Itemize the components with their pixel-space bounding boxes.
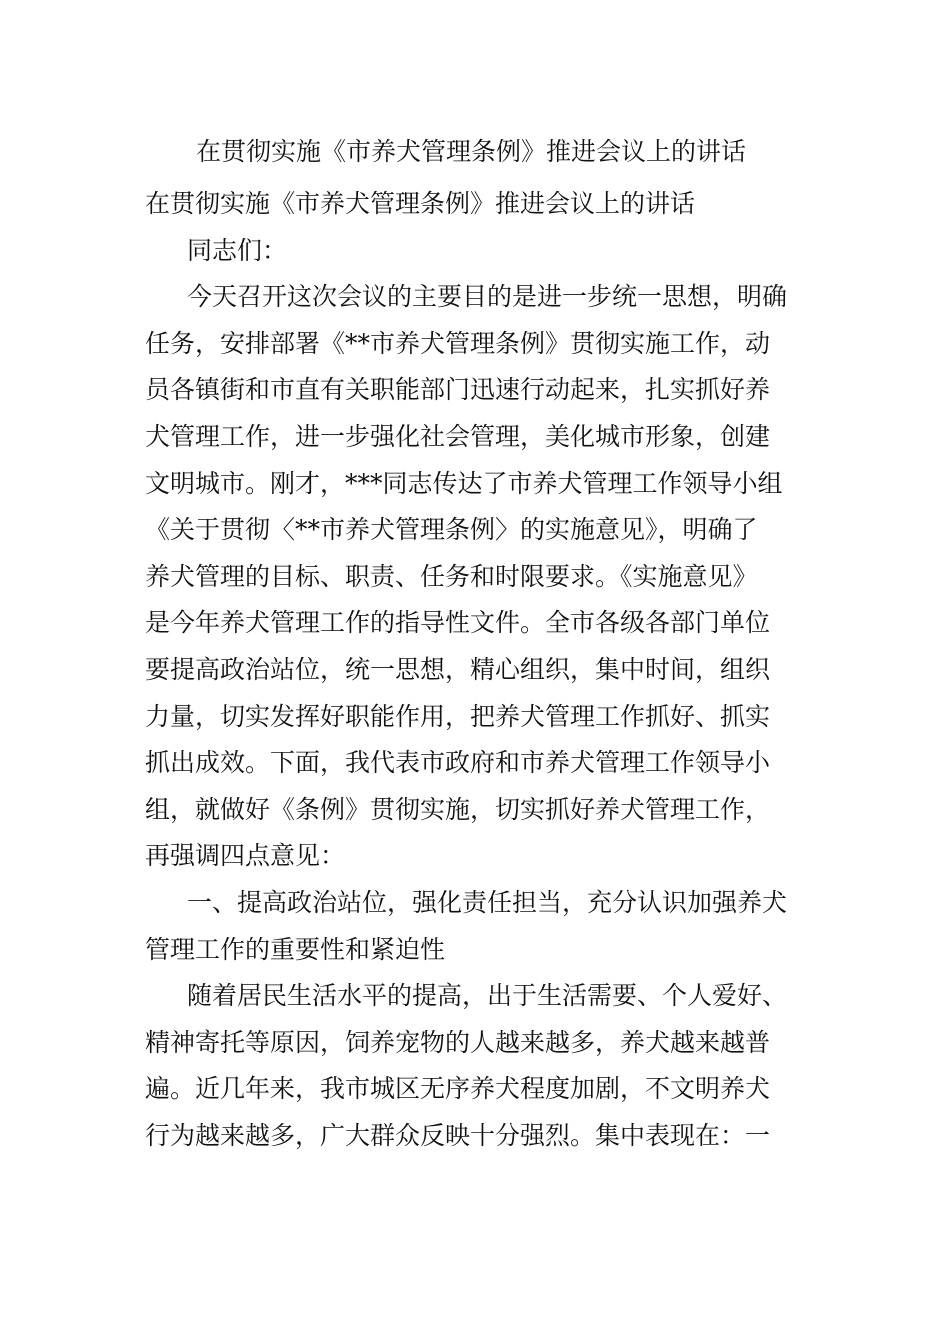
paragraph-line: 是今年养犬管理工作的指导性文件。全市各级各部门单位 <box>145 608 771 638</box>
section-heading-line: 一、提高政治站位，强化责任担当，充分认识加强养犬 <box>187 887 788 917</box>
document-body <box>145 181 810 1159</box>
subtitle-line: 在贯彻实施《市养犬管理条例》推进会议上的讲话 <box>145 189 696 218</box>
paragraph-line: 任务，安排部署《**市养犬管理条例》贯彻实施工作，动 <box>145 328 771 358</box>
paragraph-line: 随着居民生活水平的提高，出于生活需要、个人爱好、 <box>187 981 788 1011</box>
paragraph-line: 员各镇街和市直有关职能部门迅速行动起来，扎实抓好养 <box>145 375 771 405</box>
paragraph-line: 抓出成效。下面，我代表市政府和市养犬管理工作领导小 <box>145 748 771 778</box>
paragraph-line: 要提高政治站位，统一思想，精心组织，集中时间，组织 <box>145 654 771 684</box>
paragraph-line: 今天召开这次会议的主要目的是进一步统一思想，明确 <box>187 282 788 312</box>
paragraph-line: 犬管理工作，进一步强化社会管理，美化城市形象，创建 <box>145 421 771 451</box>
paragraph-line: 养犬管理的目标、职责、任务和时限要求。《实施意见》 <box>145 561 758 591</box>
paragraph-line: 文明城市。刚才，***同志传达了市养犬管理工作领导小组 <box>145 468 783 498</box>
section-heading-line: 管理工作的重要性和紧迫性 <box>145 934 446 964</box>
paragraph-line: 遍。近几年来，我市城区无序养犬程度加剧，不文明养犬 <box>145 1074 771 1104</box>
paragraph-line: 行为越来越多，广大群众反映十分强烈。集中表现在：一 <box>145 1120 771 1150</box>
paragraph-line: 力量，切实发挥好职能作用，把养犬管理工作抓好、抓实 <box>145 701 771 731</box>
paragraph-line: 精神寄托等原因，饲养宠物的人越来越多，养犬越来越普 <box>145 1027 771 1057</box>
paragraph-line: 《关于贯彻〈**市养犬管理条例〉的实施意见》，明确了 <box>145 515 758 545</box>
paragraph-line: 再强调四点意见： <box>145 841 346 871</box>
paragraph-line: 组，就做好《条例》贯彻实施，切实抓好养犬管理工作， <box>145 794 771 824</box>
salutation: 同志们： <box>187 235 288 265</box>
document-title: 在贯彻实施《市养犬管理条例》推进会议上的讲话 <box>196 137 747 166</box>
